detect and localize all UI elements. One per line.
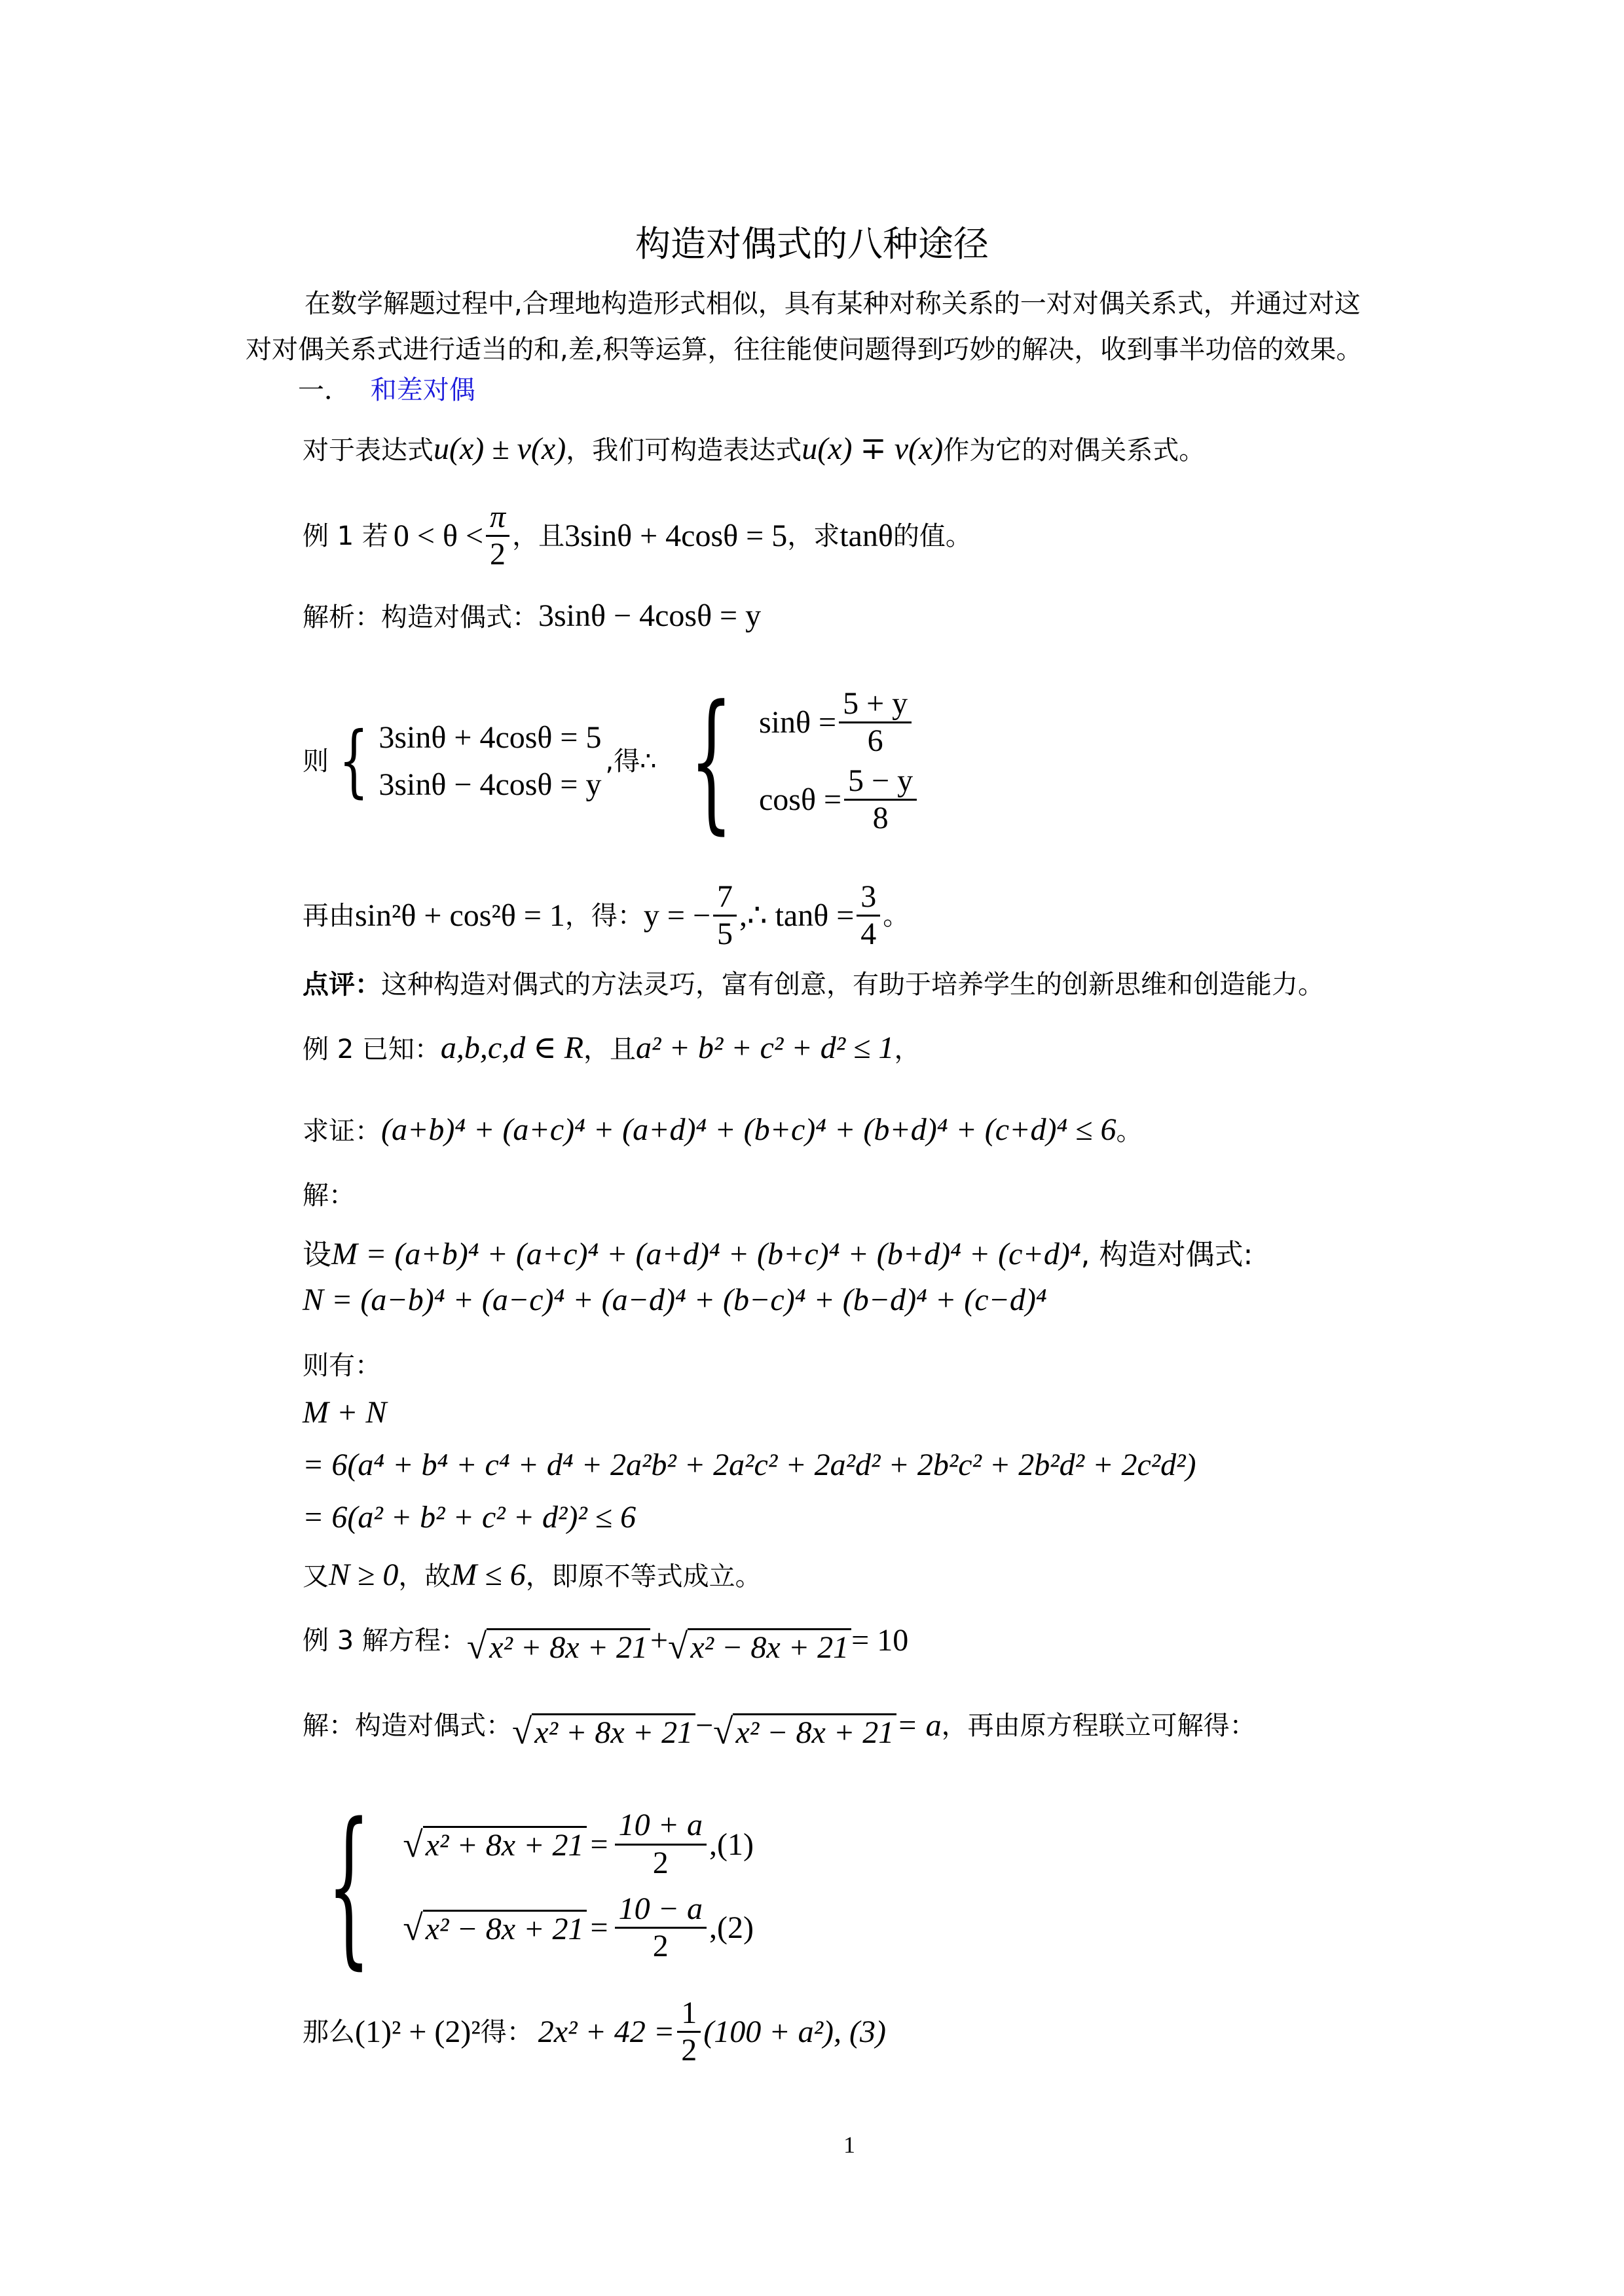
fraction-denominator: 2 xyxy=(490,537,506,572)
analysis-label: 解析：构造对偶式： xyxy=(303,602,538,632)
radicand: x² + 8x + 21 xyxy=(423,1826,587,1862)
conclusion-mid: ，故 xyxy=(398,1561,451,1592)
pythagorean-identity: sin²θ + cos²θ = 1 xyxy=(355,898,565,933)
example1-analysis xyxy=(303,592,761,641)
radicand: x² − 8x + 21 xyxy=(688,1628,851,1664)
ask-text: ，求 xyxy=(787,520,840,551)
punct: ， xyxy=(894,1034,921,1065)
therefore-tan: ,∴ tanθ = xyxy=(739,898,855,933)
section-title: 和差对偶 xyxy=(370,375,475,405)
fraction-denominator: 4 xyxy=(860,917,877,952)
plus-sign: + xyxy=(650,1623,669,1658)
fraction-denominator: 2 xyxy=(652,1845,669,1880)
fraction-denominator: 6 xyxy=(867,723,883,759)
comment-text: 这种构造对偶式的方法灵巧，富有创意，有助于培养学生的创新思维和创造能力。 xyxy=(381,970,1324,1000)
system-equation-1: 3sinθ + 4cosθ = 5 xyxy=(378,720,602,755)
final-pre: 再由 xyxy=(303,900,355,931)
left-brace-system xyxy=(329,714,601,809)
square-get: 得： xyxy=(480,2016,533,2047)
analysis-expression: 3sinθ − 4cosθ = y xyxy=(538,598,762,633)
sqrt-radical xyxy=(512,1713,695,1749)
cos-result xyxy=(759,765,919,835)
M-bound: M ≤ 6 xyxy=(451,1558,526,1592)
example1-label: 例 1 若 xyxy=(303,520,388,551)
prove-label: 求证： xyxy=(303,1116,381,1146)
fraction-denominator: 5 xyxy=(717,917,733,952)
sqrt-icon: √ xyxy=(403,1908,423,1948)
pi-over-2-fraction xyxy=(486,501,509,572)
square-expression: (1)² + (2)² xyxy=(355,2014,481,2049)
comment-label: 点评： xyxy=(303,970,381,1000)
section-heading xyxy=(298,367,475,414)
minus-sign: − xyxy=(695,1708,714,1743)
intro-line-2: 对对偶关系式进行适当的和,差,积等运算，往往能使问题得到巧妙的解决，收到事半功倍的效果。 xyxy=(246,335,1363,365)
example3-system xyxy=(295,1787,754,1985)
dual-rhs: = a xyxy=(896,1708,942,1743)
conclusion-pre: 又 xyxy=(303,1561,329,1592)
example2-given: a,b,c,d ∈ R xyxy=(440,1030,584,1065)
fraction-denominator: 8 xyxy=(872,801,889,836)
then-have-label: 则有： xyxy=(303,1351,381,1381)
N-definition: N = (a−b)⁴ + (a−c)⁴ + (a−d)⁴ + (b−c)⁴ + (b−d)⁴ + (c−d)⁴ xyxy=(303,1283,1047,1317)
radicand: x² − 8x + 21 xyxy=(733,1713,896,1749)
system-row-2: √ x² − 8x + 21 = $\frac{10 - a}{2}$ ,(2) xyxy=(403,1891,754,1964)
sqrt-icon: √ xyxy=(512,1711,532,1751)
example2-statement xyxy=(303,1025,920,1073)
example3-statement xyxy=(303,1617,908,1664)
example2-constraint: a² + b² + c² + d² ≤ 1 xyxy=(636,1030,895,1065)
section-number: 一． xyxy=(298,375,350,405)
fraction-numerator: 10 − a xyxy=(615,1893,707,1929)
then-label: 则 xyxy=(303,746,329,776)
equation-tag: ,(1) xyxy=(709,1827,754,1862)
fraction-numerator: 5 − y xyxy=(844,765,917,801)
sqrt-icon: √ xyxy=(713,1711,733,1751)
sqrt-icon: √ xyxy=(403,1824,423,1865)
prove-expression: (a+b)⁴ + (a+c)⁴ + (a+d)⁴ + (b+c)⁴ + (b+d)⁴ + (c+d)⁴ ≤ 6 xyxy=(381,1112,1116,1147)
radicand: x² − 8x + 21 xyxy=(423,1910,587,1946)
y-lhs: y = − xyxy=(643,898,711,933)
example1-condition: 0 < θ < xyxy=(393,518,484,553)
M-definition xyxy=(303,1231,1253,1279)
example2-label: 例 2 已知： xyxy=(303,1034,441,1065)
sqrt-radical xyxy=(467,1628,650,1664)
radicand: x² + 8x + 21 xyxy=(532,1713,695,1749)
fraction-numerator: π xyxy=(486,501,509,537)
sqrt-radical xyxy=(668,1628,851,1664)
fraction-denominator: 2 xyxy=(652,1929,669,1964)
rule-dual-expression: u(x) ∓ v(x) xyxy=(802,431,944,466)
fraction-numerator: 3 xyxy=(857,881,880,917)
rule-post-text: 作为它的对偶关系式。 xyxy=(943,435,1206,465)
equation-rhs: = 10 xyxy=(851,1623,909,1658)
example1-comment xyxy=(303,961,1324,1008)
rule-line xyxy=(303,426,1205,474)
sqrt-icon: √ xyxy=(466,1626,487,1666)
solution-label: 解：构造对偶式： xyxy=(303,1711,512,1741)
fraction-numerator: 1 xyxy=(677,1997,701,2033)
rule-mid-text: ，我们可构造表达式 xyxy=(566,435,802,465)
equation-tag: ,(2) xyxy=(709,1910,754,1946)
example3-dual xyxy=(303,1702,1256,1749)
rule-pre-text: 对于表达式 xyxy=(303,435,434,465)
construct-label: , 构造对偶式: xyxy=(1080,1238,1253,1271)
right-brace-system xyxy=(663,673,919,848)
and-text: ，且 xyxy=(583,1034,637,1065)
brace-icon: { xyxy=(327,1787,371,1985)
example1-final xyxy=(303,881,909,951)
sin-result xyxy=(759,687,919,758)
set-label: 设 xyxy=(303,1238,331,1271)
sin-lhs: sinθ = xyxy=(759,704,837,740)
get-therefore-label: ,得∴ xyxy=(605,746,657,776)
example3-label: 例 3 解方程： xyxy=(303,1626,467,1656)
sqrt-radical xyxy=(713,1713,896,1749)
system-row-1: √ x² + 8x + 21 = $\frac{10 + a}{2}$ ,(1) xyxy=(403,1808,754,1880)
fraction-numerator: 7 xyxy=(713,881,737,917)
example1-system-block xyxy=(303,673,919,848)
conclusion-post: ，即原不等式成立。 xyxy=(525,1561,762,1592)
fraction-numerator: 10 + a xyxy=(615,1809,707,1845)
example2-solution-label: 解： xyxy=(303,1180,355,1211)
example3-squared xyxy=(303,1997,886,2068)
example2-prove xyxy=(303,1106,1143,1155)
sqrt-icon: √ xyxy=(668,1626,688,1666)
tan-theta: tanθ xyxy=(840,518,893,553)
fraction-numerator: 5 + y xyxy=(839,687,912,723)
sum-line-2: = 6(a⁴ + b⁴ + c⁴ + d⁴ + 2a²b² + 2a²c² + 2a²d² + 2b²c² + 2b²d² + 2c²d²) xyxy=(303,1448,1196,1482)
example2-conclusion xyxy=(303,1552,762,1600)
final-end: 。 xyxy=(883,900,910,931)
sum-line-3: = 6(a² + b² + c² + d²)² ≤ 6 xyxy=(303,1500,637,1535)
intro-line-1: 在数学解题过程中,合理地构造形式相似，具有某种对称关系的一对对偶关系式，并通过对这 xyxy=(304,289,1361,319)
square-lhs: 2x² + 42 = xyxy=(538,2014,675,2049)
final-get: ，得： xyxy=(564,900,644,931)
dual-post-text: ，再由原方程联立可解得： xyxy=(941,1711,1256,1741)
example1-given-equation: 3sinθ + 4cosθ = 5 xyxy=(564,518,788,553)
cos-lhs: cosθ = xyxy=(759,782,842,817)
page-number: 1 xyxy=(843,2132,855,2158)
N-nonneg: N ≥ 0 xyxy=(329,1558,399,1592)
example1-statement xyxy=(303,501,972,572)
document-title: 构造对偶式的八种途径 xyxy=(635,223,989,264)
brace-icon: { xyxy=(339,715,369,807)
brace-icon: { xyxy=(689,673,733,848)
fraction-denominator: 2 xyxy=(681,2033,697,2068)
punct: 。 xyxy=(1116,1116,1143,1146)
square-pre: 那么 xyxy=(303,2016,355,2047)
system-equation-2: 3sinθ − 4cosθ = y xyxy=(378,767,602,802)
rule-expression: u(x) ± v(x) xyxy=(434,431,566,466)
square-rhs: (100 + a²), (3) xyxy=(703,2014,886,2049)
M-expression: M = (a+b)⁴ + (a+c)⁴ + (a+d)⁴ + (b+c)⁴ + (b+d)⁴ + (c+d)⁴ xyxy=(331,1237,1081,1271)
and-text: ，且 xyxy=(512,520,565,551)
ask-post-text: 的值。 xyxy=(893,520,972,551)
radicand: x² + 8x + 21 xyxy=(487,1628,650,1664)
sum-line-1: M + N xyxy=(303,1395,387,1430)
